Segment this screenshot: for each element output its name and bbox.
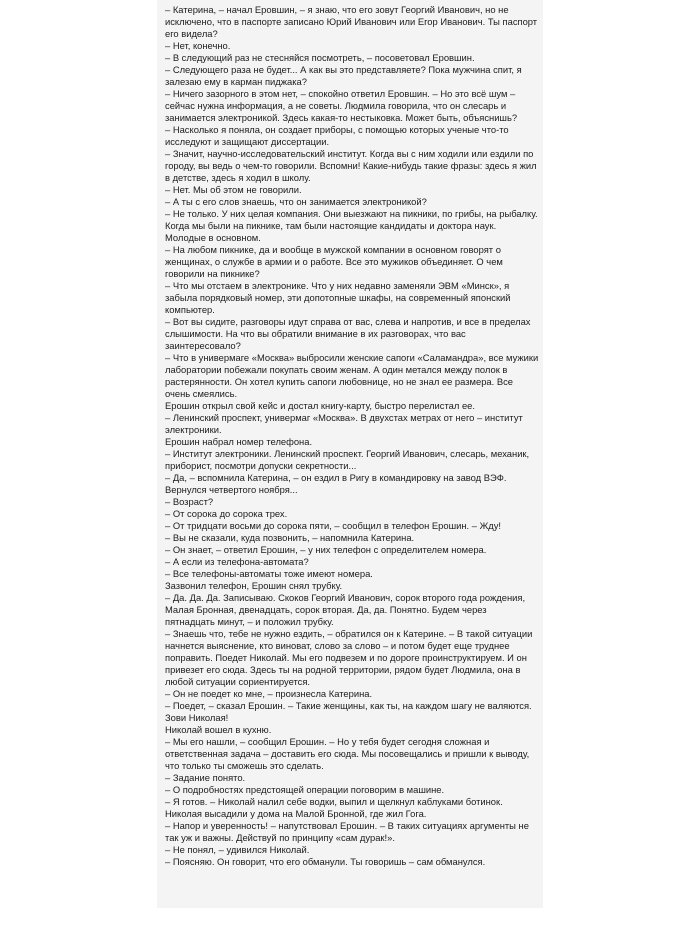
- paragraph: – Напор и уверенность! – напутствовал Ерошин. – В таких ситуациях аргументы не так уж и важны. Действуй по принципу «сам дурак!».: [165, 820, 529, 843]
- paragraph: – Вот вы сидите, разговоры идут справа от вас, слева и напротив, и все в пределах слышимости. На что вы обратили внимание в их разговорах, что вас заинтересовало?: [165, 316, 531, 351]
- paragraph: – Я готов. – Николай налил себе водки, выпил и щелкнул каблуками ботинок.: [165, 796, 503, 807]
- paragraph: – Да, – вспомнила Катерина, – он ездил в Ригу в командировку на завод ВЭФ. Вернулся четвертого ноября...: [165, 472, 507, 495]
- document-page: [157, 0, 543, 908]
- paragraph: – Насколько я поняла, он создает приборы, с помощью которых ученые что-то исследуют и защищают диссертации.: [165, 124, 509, 147]
- paragraph: – Не только. У них целая компания. Они выезжают на пикники, по грибы, на рыбалку. Когда мы были на пикнике, там были настоящие кандидаты и доктора наук. Молодые в основном.: [165, 208, 538, 243]
- paragraph: – В следующий раз не стесняйся посмотреть, – посоветовал Еровшин.: [165, 52, 475, 63]
- paragraph: – Следующего раза не будет... А как вы это представляете? Пока мужчина спит, я залезаю ему в карман пиджака?: [165, 64, 522, 87]
- paragraph: – Ленинский проспект, универмаг «Москва». В двухстах метрах от него – институт электроники.: [165, 412, 523, 435]
- paragraph: – Знаешь что, тебе не нужно ездить, – обратился он к Катерине. – В такой ситуации начнется выяснение, кто виноват, слово за слово – и потом будет еще труднее поправить. Поедет Николай. Мы его подвезем и по дороге проинструктируем. И он привезет его сюда. Здесь ты на родной территории, рядом будет Людмила, она в любой ситуации сориентируется.: [165, 628, 533, 687]
- paragraph: – Ничего зазорного в этом нет, – спокойно ответил Еровшин. – Но это всё шум – сейчас нужна информация, а не советы. Людмила говорила, что он слесарь и занимается электроникой. Здесь какая-то нестыковка. Может быть, объяснишь?: [165, 88, 518, 123]
- paragraph: – Нет. Мы об этом не говорили.: [165, 184, 302, 195]
- paragraph: – От тридцати восьми до сорока пяти, – сообщил в телефон Ерошин. – Жду!: [165, 520, 501, 531]
- paragraph: Николая высадили у дома на Малой Бронной, где жил Гога.: [165, 808, 427, 819]
- paragraph: – Задание понято.: [165, 772, 246, 783]
- paragraph: – О подробностях предстоящей операции поговорим в машине.: [165, 784, 445, 795]
- paragraph: – А ты с его слов знаешь, что он занимается электроникой?: [165, 196, 427, 207]
- paragraph: – Не понял, – удивился Николай.: [165, 844, 310, 855]
- paragraph: – Да. Да. Да. Записываю. Скоков Георгий Иванович, сорок второго года рождения, Малая Бронная, двенадцать, сорок вторая. Да, да. Понятно. Будем через пятнадцать минут, – и положил трубку.: [165, 592, 526, 627]
- paragraph: – Значит, научно-исследовательский институт. Когда вы с ним ходили или ездили по городу, вы ведь о чем-то говорили. Вспомни! Какие-нибудь такие фразы: здесь я жил в детстве, здесь я ходил в школу.: [165, 148, 537, 183]
- paragraph: – Что мы отстаем в электронике. Что у них недавно заменяли ЭВМ «Минск», я забыла порядковый номер, эти допотопные шкафы, на современный японский компьютер.: [165, 280, 511, 315]
- paragraph: – Возраст?: [165, 496, 214, 507]
- paragraph: Ерошин открыл свой кейс и достал книгу-карту, быстро перелистал ее.: [165, 400, 475, 411]
- paragraph: – Институт электроники. Ленинский проспект. Георгий Иванович, слесарь, механик, приборист, посмотри допуски секретности...: [165, 448, 530, 471]
- paragraph: – От сорока до сорока трех.: [165, 508, 288, 519]
- paragraph: – Все телефоны-автоматы тоже имеют номера.: [165, 568, 373, 579]
- paragraph: – Что в универмаге «Москва» выбросили женские сапоги «Саламандра», все мужики лаборатории побежали покупать своим женам. А один метался между полок в растерянности. Он хотел купить сапоги любовнице, но не знал ее размера. Все очень смеялись.: [165, 352, 539, 399]
- paragraph: – Катерина, – начал Еровшин, – я знаю, что его зовут Георгий Иванович, но не исключено, что в паспорте записано Юрий Иванович или Егор Иванович. Ты паспорт его видела?: [165, 4, 538, 39]
- paragraph: – Нет, конечно.: [165, 40, 231, 51]
- paragraph: – Поедет, – сказал Ерошин. – Такие женщины, как ты, на каждом шагу не валяются. Зови Николая!: [165, 700, 532, 723]
- document-text: [165, 4, 539, 868]
- paragraph: Ерошин набрал номер телефона.: [165, 436, 313, 447]
- paragraph: Николай вошел в кухню.: [165, 724, 272, 735]
- paragraph: – Он знает, – ответил Ерошин, – у них телефон с определителем номера.: [165, 544, 487, 555]
- paragraph: – Поясняю. Он говорит, что его обманули. Ты говоришь – сам обманулся.: [165, 856, 486, 867]
- paragraph: – На любом пикнике, да и вообще в мужской компании в основном говорят о женщинах, о службе в армии и о работе. Все это мужиков объединяет. О чем говорили на пикнике?: [165, 244, 503, 279]
- paragraph: – Он не поедет ко мне, – произнесла Катерина.: [165, 688, 373, 699]
- paragraph: – Вы не сказали, куда позвонить, – напомнила Катерина.: [165, 532, 415, 543]
- paragraph: Зазвонил телефон, Ерошин снял трубку.: [165, 580, 343, 591]
- paragraph: – А если из телефона-автомата?: [165, 556, 309, 567]
- paragraph: – Мы его нашли, – сообщил Ерошин. – Но у тебя будет сегодня сложная и ответственная задача – доставить его сюда. Мы посовещались и пришли к выводу, что только ты сможешь это сделать.: [165, 736, 530, 771]
